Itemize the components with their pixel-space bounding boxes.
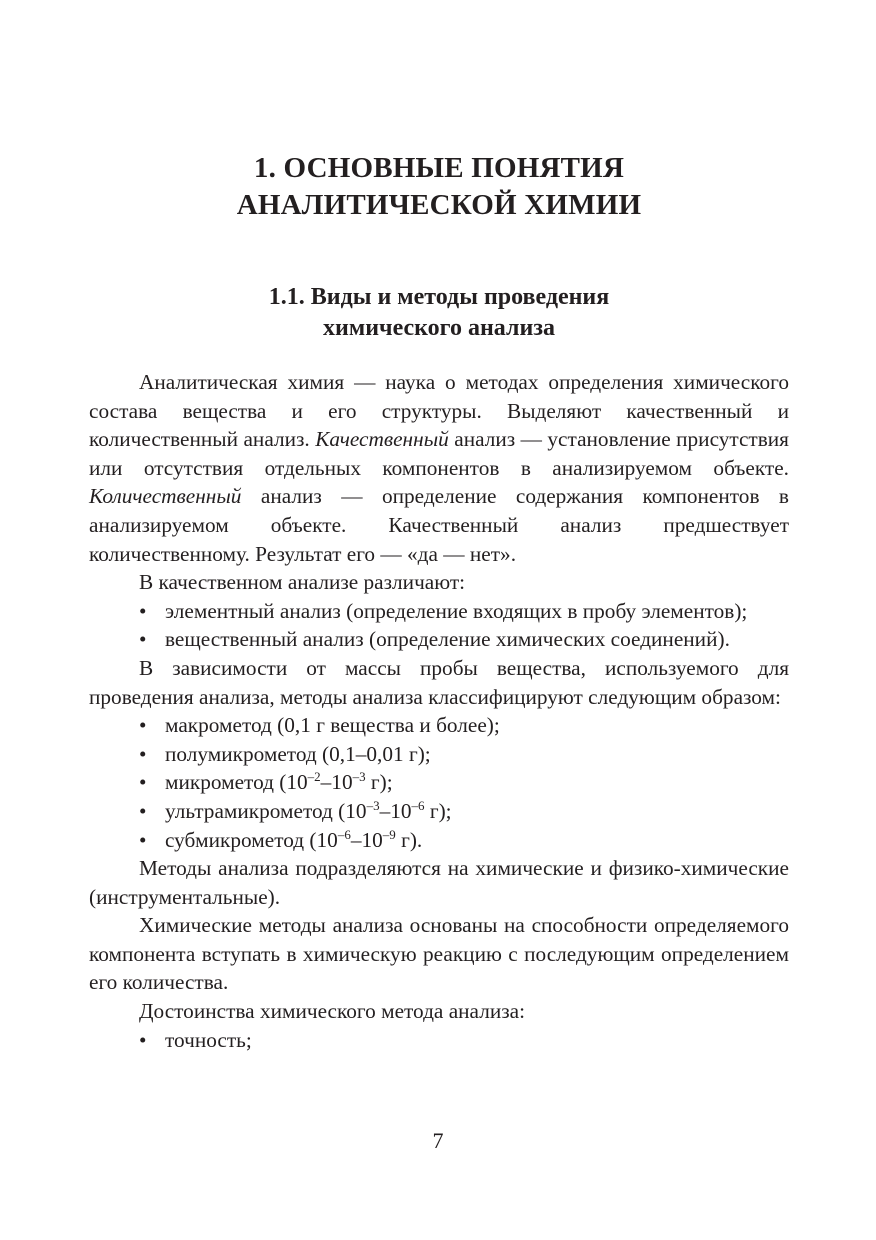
list-item (89, 740, 789, 769)
bullet-icon: • (139, 598, 147, 623)
list-item-text: –10 (350, 827, 383, 852)
term-qualitative: Качественный (315, 427, 449, 452)
list-item-text: г); (424, 798, 452, 823)
exponent: –6 (337, 826, 351, 842)
section-title-line-2: химического анализа (323, 315, 555, 341)
section-title (89, 282, 789, 344)
chapter-title-line-1: 1. ОСНОВНЫЕ ПОНЯТИЯ (253, 152, 625, 184)
list-item (89, 625, 789, 654)
paragraph-advantages: Достоинства химического метода анализа: (139, 999, 525, 1024)
paragraph-definition (89, 368, 789, 568)
exponent: –3 (352, 769, 366, 785)
bullet-icon: • (139, 741, 147, 766)
list-item-text: элементный анализ (определение входящих в пробу элементов); (165, 598, 748, 623)
bullet-icon: • (139, 827, 147, 852)
list-item-text: микрометод (10 (165, 770, 308, 795)
list-item (89, 768, 789, 797)
list-item-text: полумикрометод (0,1–0,01 г); (165, 741, 431, 766)
bullet-icon: • (139, 1027, 147, 1052)
paragraph-text: анализ — установление присутствия или отсутствия отдельных компонентов в анализируемом объекте. (89, 427, 789, 480)
list-item-text: точность; (165, 1027, 252, 1052)
page-content (89, 150, 789, 1054)
term-quantitative: Количественный (89, 484, 242, 509)
list-item-text: макрометод (0,1 г вещества и более); (165, 713, 500, 738)
bullet-icon: • (139, 798, 147, 823)
paragraph-text: Аналитическая химия — наука о методах определения химического состава вещества и его структуры. Выделяют качественный и количественный анализ. (89, 370, 789, 452)
list-item-text: субмикрометод (10 (165, 827, 338, 852)
list-item (89, 797, 789, 826)
list-item-text: г). (395, 827, 423, 852)
list-item (89, 711, 789, 740)
exponent: –6 (411, 797, 425, 813)
section-title-line-1: 1.1. Виды и методы проведения (268, 284, 610, 310)
list-item (89, 826, 789, 855)
chapter-title-line-2: АНАЛИТИЧЕСКОЙ ХИМИИ (236, 189, 642, 221)
list-item (89, 597, 789, 626)
list-item-text: г); (365, 770, 393, 795)
paragraph-qualitative-types: В качественном анализе различают: (139, 570, 466, 595)
exponent: –3 (366, 797, 380, 813)
paragraph-mass-classification: В зависимости от массы пробы вещества, используемого для проведения анализа, методы анализа классифицируют следующим образом: (89, 655, 789, 709)
list-item-text: вещественный анализ (определение химических соединений). (165, 627, 730, 652)
paragraph-text: анализ — определение содержания компонентов в анализируемом объекте. Качественный анализ предшествует количественному. Результат его — «да — нет». (89, 484, 789, 566)
list-item-text: ультрамикрометод (10 (165, 798, 367, 823)
paragraph-chemical-methods: Химические методы анализа основаны на способности определяемого компонента вступать в химическую реакцию с последующим определением его количества. (89, 913, 789, 995)
list-item (89, 1026, 789, 1055)
chapter-title (89, 150, 789, 224)
bullet-icon: • (139, 713, 147, 738)
list-item-text: –10 (320, 770, 353, 795)
exponent: –2 (307, 769, 321, 785)
exponent: –9 (382, 826, 396, 842)
body-text (89, 368, 789, 1054)
bullet-icon: • (139, 770, 147, 795)
bullet-icon: • (139, 627, 147, 652)
page-number: 7 (432, 1128, 444, 1153)
list-item-text: –10 (379, 798, 412, 823)
paragraph-method-types: Методы анализа подразделяются на химические и физико-химические (инструментальные). (89, 856, 789, 909)
